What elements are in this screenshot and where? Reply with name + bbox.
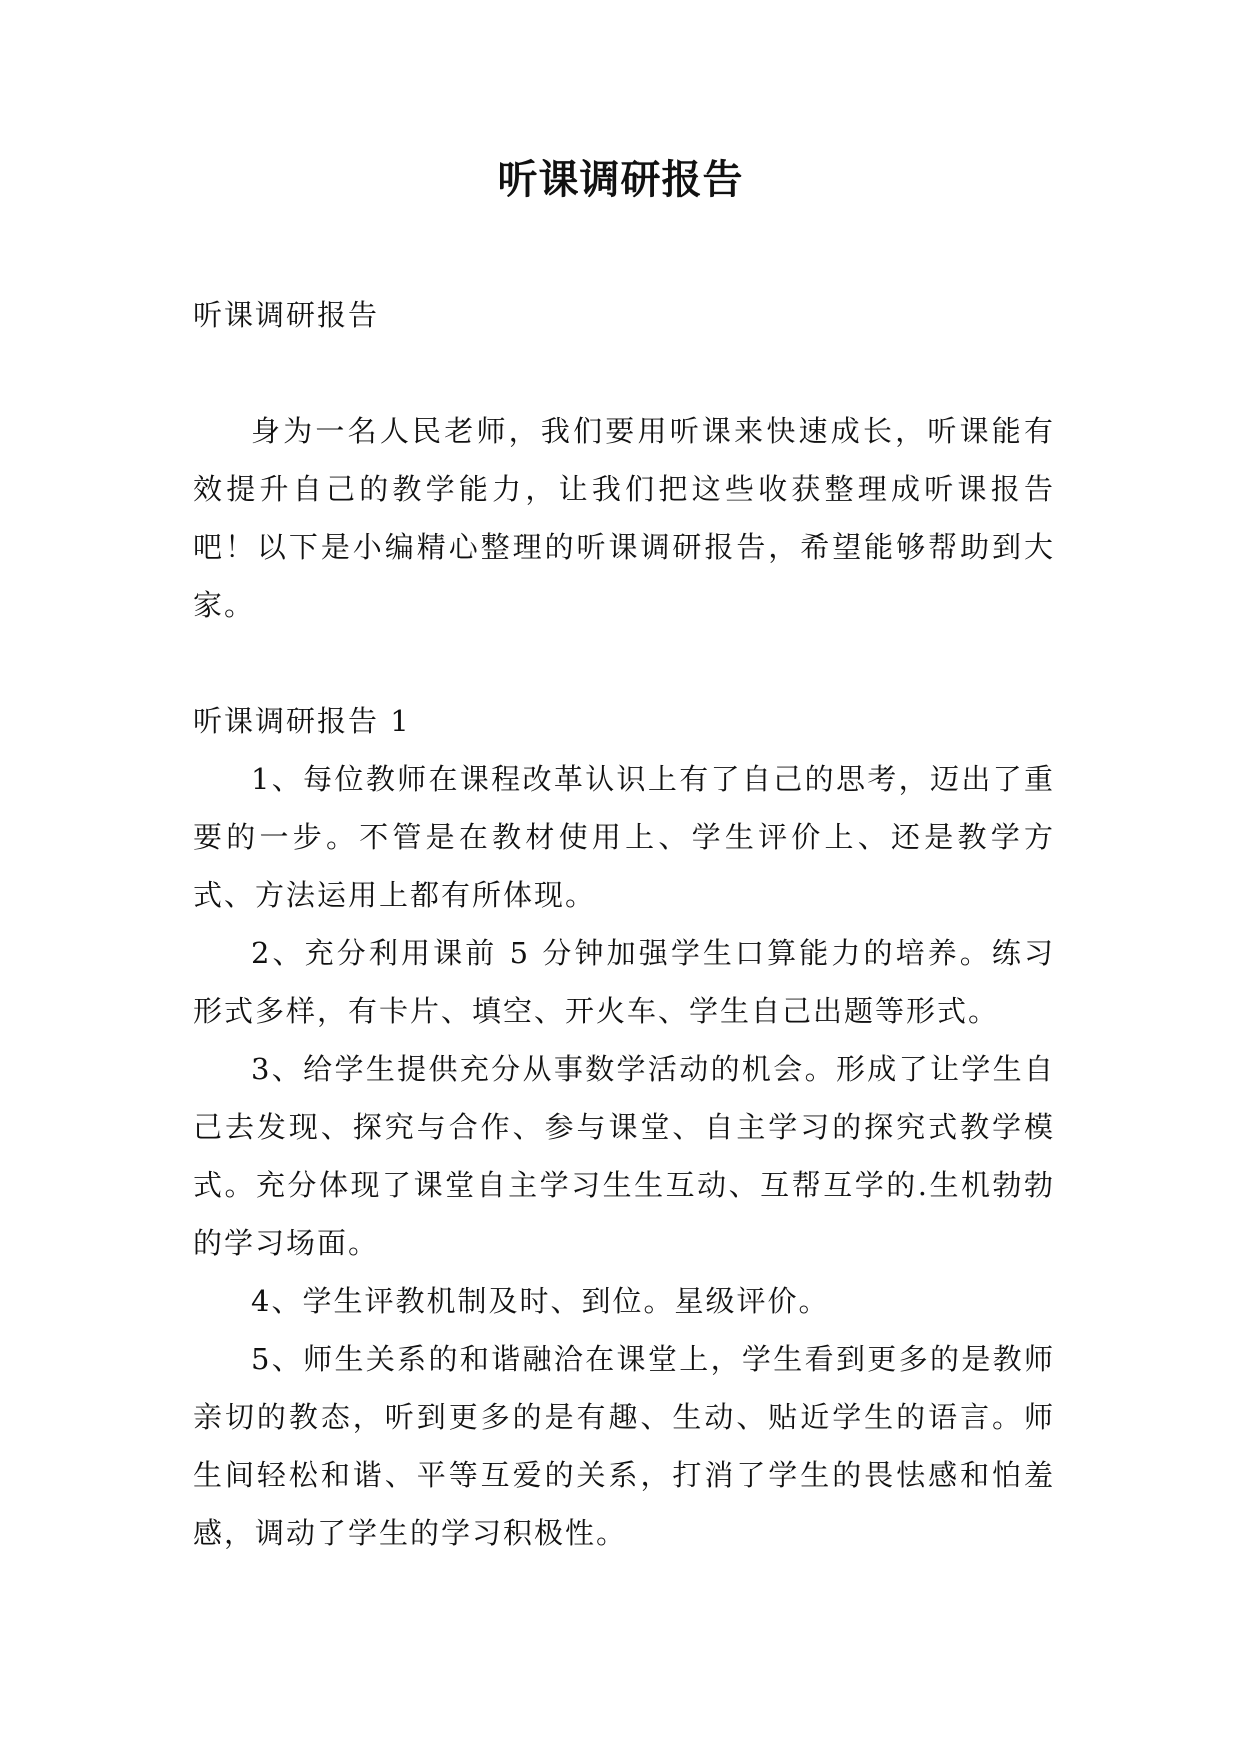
list-item: 4、学生评教机制及时、到位。星级评价。 [251, 1284, 830, 1318]
page-title: 听课调研报告 [497, 157, 744, 203]
list-item: 2、充分利用课前 5 分钟加强学生口算能力的培养。练习形式多样，有卡片、填空、开火车、学生自己出题等形式。 [193, 936, 1055, 1028]
intro-paragraph: 身为一名人民老师，我们要用听课来快速成长，听课能有效提升自己的教学能力，让我们把这些收获整理成听课报告吧！以下是小编精心整理的听课调研报告，希望能够帮助到大家。 [193, 414, 1055, 622]
document-body [193, 286, 1055, 1562]
list-item: 5、师生关系的和谐融洽在课堂上，学生看到更多的是教师亲切的教态，听到更多的是有趣、生动、贴近学生的语言。师生间轻松和谐、平等互爱的关系，打消了学生的畏怯感和怕羞感，调动了学生的学习积极性。 [193, 1342, 1055, 1550]
section-heading: 听课调研报告 1 [193, 704, 411, 738]
list-item: 3、给学生提供充分从事数学活动的机会。形成了让学生自己去发现、探究与合作、参与课堂、自主学习的探究式教学模式。充分体现了课堂自主学习生生互动、互帮互学的.生机勃勃的学习场面。 [193, 1052, 1055, 1260]
list-item: 1、每位教师在课程改革认识上有了自己的思考，迈出了重要的一步。不管是在教材使用上、学生评价上、还是教学方式、方法运用上都有所体现。 [193, 762, 1055, 912]
document-subtitle: 听课调研报告 [193, 298, 380, 332]
